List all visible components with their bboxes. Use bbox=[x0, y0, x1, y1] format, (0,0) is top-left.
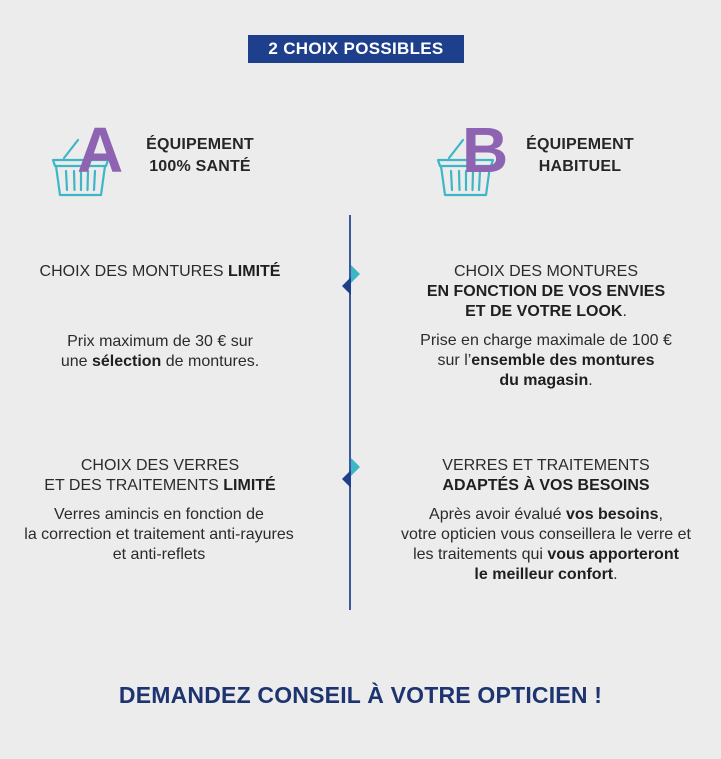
choice-b-letter: B bbox=[462, 114, 509, 186]
choice-a-lenses-text: Verres amincis en fonction de la correction et traitement anti-rayures et anti-reflets bbox=[24, 506, 294, 563]
choice-a-lenses-heading: CHOIX DES VERRES ET DES TRAITEMENTS LIMITÉ bbox=[44, 457, 276, 494]
footer-cta: DEMANDEZ CONSEIL À VOTRE OPTICIEN ! bbox=[118, 682, 603, 708]
choice-b-lenses-heading: VERRES ET TRAITEMENTS ADAPTÉS À VOS BESOINS bbox=[442, 457, 650, 494]
arrow-marker-frames bbox=[341, 265, 361, 295]
choice-b-frames-heading: CHOIX DES MONTURES EN FONCTION DE VOS ENVIES ET DE VOTRE LOOK. bbox=[426, 263, 666, 320]
choice-a-frames-heading: CHOIX DES MONTURES LIMITÉ bbox=[39, 263, 281, 280]
choice-b-icon bbox=[435, 114, 515, 200]
choice-b-frames-text: Prise en charge maximale de 100 € sur l’ensemble des montures du magasin. bbox=[420, 332, 672, 389]
choice-a-frames-text: Prix maximum de 30 € sur une sélection de montures. bbox=[60, 333, 260, 370]
choice-b-title: ÉQUIPEMENT HABITUEL bbox=[526, 136, 634, 175]
choice-a-letter: A bbox=[77, 114, 124, 186]
choice-a-icon bbox=[50, 114, 130, 200]
header-badge: 2 CHOIX POSSIBLES bbox=[248, 35, 464, 63]
choice-a-title: ÉQUIPEMENT 100% SANTÉ bbox=[146, 136, 254, 175]
arrow-marker-lenses bbox=[341, 458, 361, 488]
choice-b-lenses-text: Après avoir évalué vos besoins, votre opticien vous conseillera le verre et les traitements qui vous apporteront le meilleur confort. bbox=[401, 506, 691, 583]
